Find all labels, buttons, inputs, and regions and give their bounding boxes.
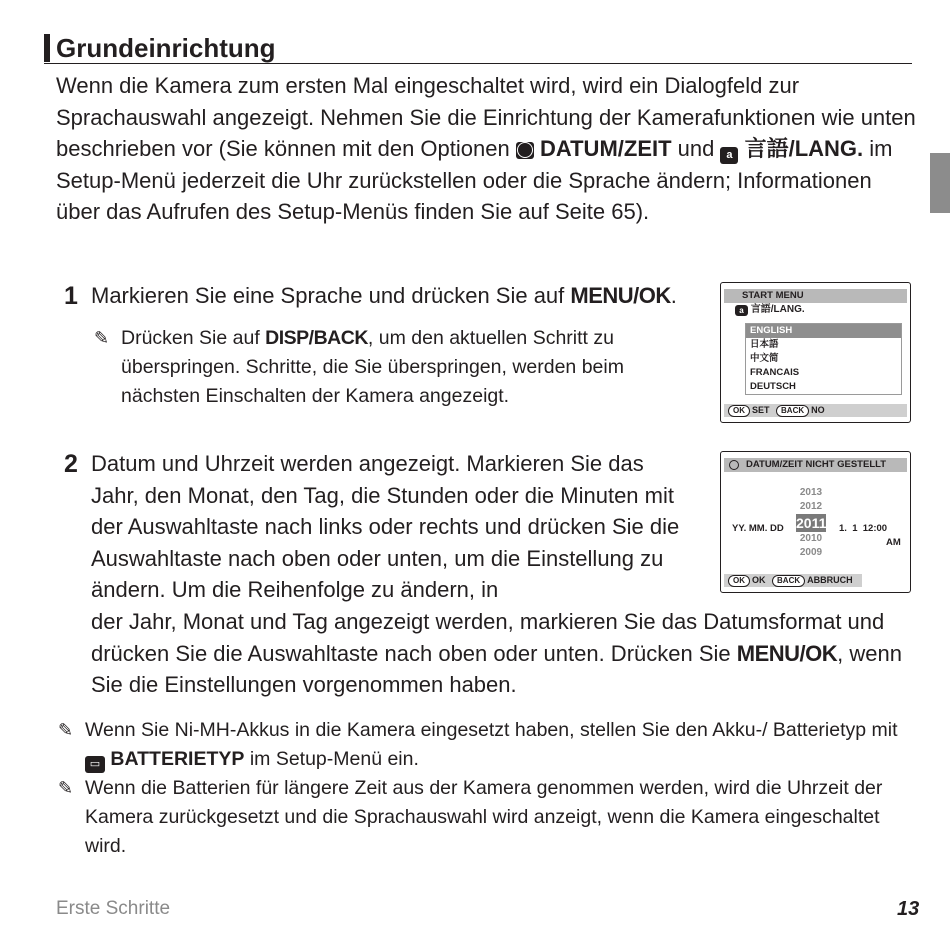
heading-rule	[44, 63, 912, 64]
intro-text-1: Wenn die Kamera zum ersten Mal eingeschaltet wird, wird ein Dialogfeld zur Sprachauswahl angezeigt. Nehmen Sie die Einrichtung der Kamerafunktionen wie unten beschrieben vor (Sie können mit den Optionen	[56, 73, 916, 161]
batterietyp-option: BATTERIETYP	[110, 748, 245, 770]
ampm-label: AM	[886, 537, 901, 548]
language-item-english[interactable]: ENGLISH	[746, 324, 901, 338]
lang-menu-subtitle	[721, 303, 910, 317]
step-1-number: 1	[64, 282, 78, 310]
note-1-pre: Drücken Sie auf	[121, 327, 266, 349]
step-1-period: .	[670, 283, 677, 308]
language-item-german[interactable]: DEUTSCH	[750, 381, 796, 392]
ok-label: OK	[752, 575, 766, 585]
back-pill: BACK	[776, 405, 809, 417]
date-format[interactable]: YY. MM. DD	[732, 523, 784, 534]
step-2-end: , wenn Sie die Einstellungen vorgenommen haben.	[91, 640, 902, 697]
year-selected: 2011	[796, 515, 827, 531]
datetime-title-text: DATUM/ZEIT NICHT GESTELLT	[746, 459, 887, 470]
step-1-text	[91, 280, 711, 312]
note-2-post: im Setup-Menü ein.	[244, 748, 419, 770]
note-1-post: , um den aktuellen Schritt zu überspringen. Schritte, die Sie überspringen, werden beim nächsten Einschalten der Kamera angezeigt.	[121, 327, 624, 407]
step-1-note	[121, 324, 701, 411]
battery-icon: ▭	[85, 756, 105, 773]
page-number: 13	[897, 898, 920, 920]
lang-option: 言語/LANG.	[744, 136, 864, 161]
battery-note	[85, 716, 915, 774]
note-2-pre: Wenn Sie Ni-MH-Akkus in die Kamera eingesetzt haben, stellen Sie den Akku-/ Batterietyp mit	[85, 719, 898, 741]
year-option: 2012	[799, 501, 823, 512]
clock-icon	[516, 142, 534, 159]
year-option: 2010	[799, 533, 823, 544]
menu-ok-button-label: MENU/OK	[736, 640, 838, 666]
section-heading: Grundeinrichtung	[56, 33, 276, 63]
datetime-title	[724, 458, 907, 472]
intro-paragraph	[56, 70, 916, 228]
year-option: 2013	[799, 487, 823, 498]
year-picker[interactable]	[793, 486, 829, 560]
language-icon: a	[735, 305, 748, 316]
section-name: Erste Schritte	[56, 898, 171, 919]
language-icon: a	[720, 147, 738, 164]
step-2-continued	[91, 606, 921, 701]
ok-pill: OK	[728, 405, 750, 417]
chapter-tab	[930, 153, 950, 213]
language-item-chinese[interactable]: 中文简	[750, 353, 779, 364]
language-item-japanese[interactable]: 日本語	[750, 339, 779, 350]
menu-ok-button-label: MENU/OK	[570, 283, 671, 308]
heading-bar	[44, 34, 50, 62]
date-time-value[interactable]: 1. 1 12:00	[839, 523, 888, 534]
year-option: 2009	[799, 547, 823, 558]
note-icon: ✎	[58, 778, 74, 798]
screen-1-footer	[724, 404, 907, 417]
abbruch-label: ABBRUCH	[807, 575, 853, 585]
datetime-screen	[720, 451, 911, 593]
step-2-text: Datum und Uhrzeit werden angezeigt. Markieren Sie das Jahr, den Monat, den Tag, die Stunden oder die Minuten mit der Auswahltaste nach links oder rechts und drücken Sie die Auswahltaste nach oben oder unten, um die Einstellung zu ändern. Um die Reihenfolge zu ändern, in	[91, 451, 680, 602]
datum-zeit-option: DATUM/ZEIT	[539, 136, 672, 161]
step-1-instruction: Markieren Sie eine Sprache und drücken Sie auf	[91, 283, 571, 308]
start-menu-title: START MENU	[724, 289, 907, 303]
ok-pill: OK	[728, 575, 750, 587]
clock-icon	[729, 460, 739, 470]
step-2-number: 2	[64, 450, 78, 478]
language-menu-screen	[720, 282, 911, 423]
back-pill: BACK	[772, 575, 805, 587]
lang-subtitle-text: 言語/LANG.	[750, 304, 805, 315]
set-label: SET	[752, 405, 770, 415]
no-label: NO	[811, 405, 825, 415]
language-list	[745, 323, 902, 395]
clock-reset-note: Wenn die Batterien für längere Zeit aus der Kamera genommen werden, wird die Uhrzeit der Kamera zurückgesetzt und die Sprachauswahl wird anzeigt, wenn die Kamera eingeschaltet wird.	[85, 777, 883, 857]
step-2-cont-text: der Jahr, Monat und Tag angezeigt werden, markieren Sie das Datumsformat und drücken Sie die Auswahltaste nach oben oder unten. Drücken Sie	[91, 609, 885, 666]
intro-text-2: im Setup-Menü jederzeit die Uhr zurückstellen oder die Sprache ändern; Informationen über das Aufrufen des Setup-Menüs finden Sie auf Seite 65).	[56, 136, 893, 224]
disp-back-button-label: DISP/BACK	[265, 327, 368, 349]
note-icon: ✎	[58, 720, 74, 740]
screen-2-footer	[724, 574, 862, 587]
intro-und: und	[671, 136, 721, 161]
note-icon: ✎	[94, 328, 110, 348]
language-item-french[interactable]: FRANCAIS	[750, 367, 800, 378]
